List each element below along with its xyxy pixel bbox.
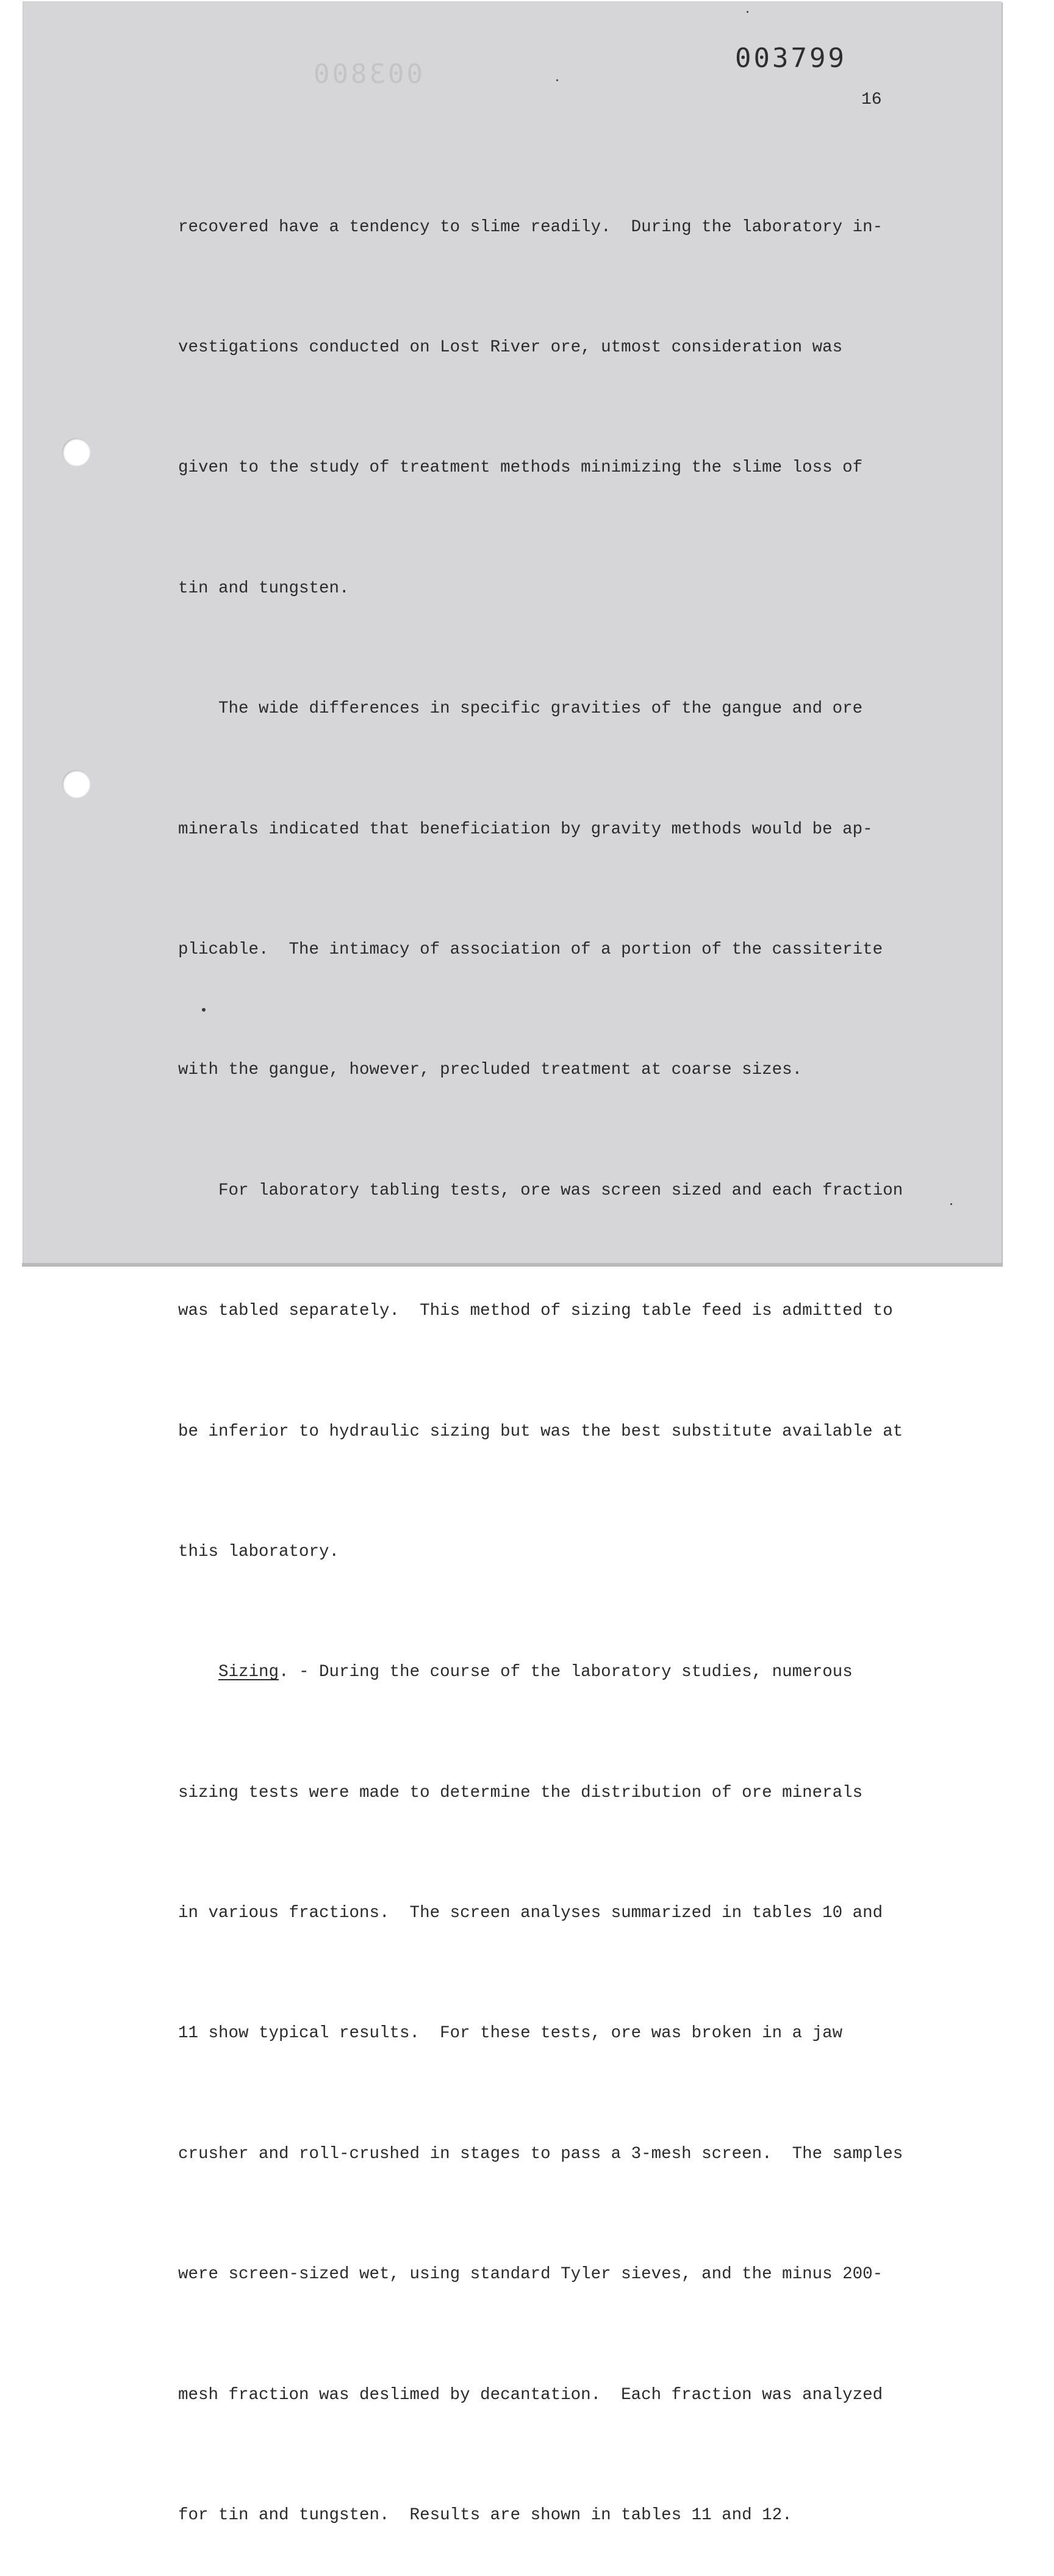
text-line: recovered have a tendency to slime readily. During the laboratory in- — [178, 217, 883, 237]
text-line: The wide differences in specific gravities of the gangue and ore — [218, 699, 863, 719]
text-line: 11 show typical results. For these tests, ore was broken in a jaw — [178, 2024, 843, 2043]
text-line: for tin and tungsten. Results are shown in tables 11 and 12. — [178, 2506, 792, 2525]
text-line: be inferior to hydraulic sizing but was the best substitute available at — [178, 1422, 903, 1441]
text-line: For laboratory tabling tests, ore was screen sized and each fraction — [218, 1181, 903, 1200]
text-line: mesh fraction was deslimed by decantation. Each fraction was analyzed — [178, 2385, 883, 2405]
text-line: was tabled separately. This method of sizing table feed is admitted to — [178, 1301, 893, 1321]
text-line: Sizing. - During the course of the laboratory studies, numerous — [218, 1663, 853, 1682]
text-line: crusher and roll-crushed in stages to pass a 3-mesh screen. The samples — [178, 2144, 903, 2164]
text-line: were screen-sized wet, using standard Tyler sieves, and the minus 200- — [178, 2265, 883, 2284]
text-line: vestigations conducted on Lost River ore, utmost consideration was — [178, 337, 843, 357]
section-heading-sizing: Sizing — [218, 1663, 279, 1682]
text-line: with the gangue, however, precluded treatment at coarse sizes. — [178, 1060, 803, 1080]
text-line: given to the study of treatment methods minimizing the slime loss of — [178, 458, 863, 478]
bleed-through-stamp: 003800 — [311, 59, 423, 90]
text-line: sizing tests were made to determine the distribution of ore minerals — [178, 1783, 863, 1802]
body-text — [178, 127, 941, 2576]
text-line: tin and tungsten. — [178, 578, 350, 598]
punch-hole — [62, 770, 90, 798]
text-line: minerals indicated that beneficiation by gravity methods would be ap- — [178, 819, 873, 839]
text-line: plicable. The intimacy of association of a portion of the cassiterite — [178, 940, 883, 959]
text-line: this laboratory. — [178, 1542, 340, 1561]
document-stamp-number: 003799 — [735, 43, 847, 74]
ink-speck — [950, 1203, 952, 1205]
ink-speck — [747, 11, 748, 13]
text-line: in various fractions. The screen analyses summarized in tables 10 and — [178, 1904, 883, 1923]
ink-speck — [556, 79, 558, 81]
punch-hole — [62, 438, 90, 466]
page-number: 16 — [861, 90, 882, 109]
